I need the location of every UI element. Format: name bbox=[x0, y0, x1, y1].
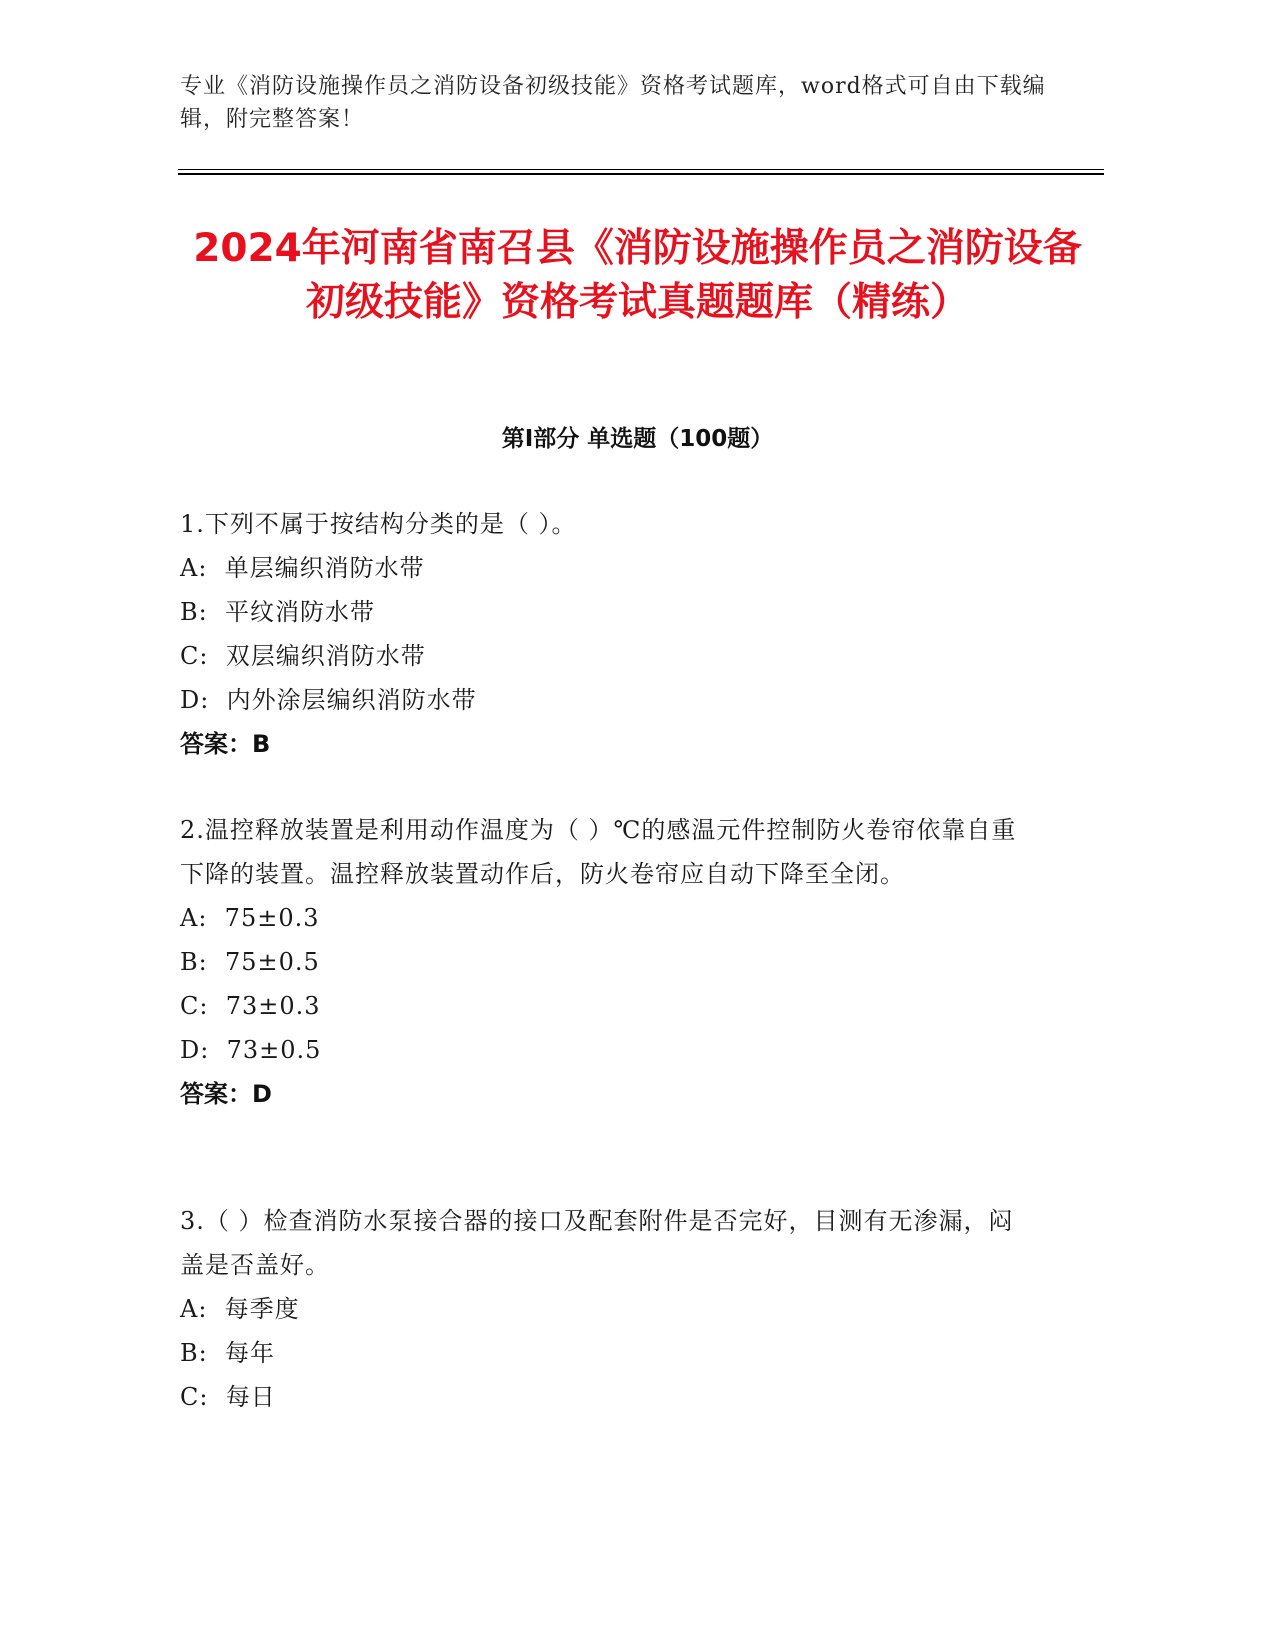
question-1 bbox=[180, 502, 1020, 766]
section-heading: 第I部分 单选题（100题） bbox=[501, 426, 774, 452]
header-note: 专业《消防设施操作员之消防设备初级技能》资格考试题库，word格式可自由下载编辑，附完整答案！ bbox=[180, 74, 1046, 132]
question-3 bbox=[180, 1199, 1020, 1419]
question-stem: 1.下列不属于按结构分类的是（ ）。 bbox=[180, 510, 577, 538]
option-b: B: 平纹消防水带 bbox=[180, 598, 375, 626]
option-b: B: 每年 bbox=[180, 1339, 275, 1367]
header-rule-thin bbox=[178, 169, 1104, 170]
header-rule-thick bbox=[178, 173, 1104, 175]
question-stem: 2.温控释放装置是利用动作温度为（ ）℃的感温元件控制防火卷帘依靠自重下降的装置。温控释放装置动作后，防火卷帘应自动下降至全闭。 bbox=[180, 816, 1017, 888]
option-c: C: 73±0.3 bbox=[180, 992, 321, 1020]
question-stem: 3.（ ）检查消防水泵接合器的接口及配套附件是否完好，目测有无渗漏，闷盖是否盖好。 bbox=[180, 1207, 1014, 1279]
option-a: A: 单层编织消防水带 bbox=[180, 554, 425, 582]
option-a: A: 每季度 bbox=[180, 1295, 300, 1323]
document-title: 2024年河南省南召县《消防设施操作员之消防设备初级技能》资格考试真题题库（精练） bbox=[193, 226, 1082, 325]
option-c: C: 每日 bbox=[180, 1383, 276, 1411]
answer: 答案：D bbox=[180, 1080, 272, 1108]
answer: 答案：B bbox=[180, 730, 271, 758]
question-2 bbox=[180, 808, 1020, 1116]
option-d: D: 73±0.5 bbox=[180, 1036, 322, 1064]
option-d: D: 内外涂层编织消防水带 bbox=[180, 686, 477, 714]
option-a: A: 75±0.3 bbox=[180, 904, 320, 932]
option-b: B: 75±0.5 bbox=[180, 948, 320, 976]
option-c: C: 双层编织消防水带 bbox=[180, 642, 426, 670]
